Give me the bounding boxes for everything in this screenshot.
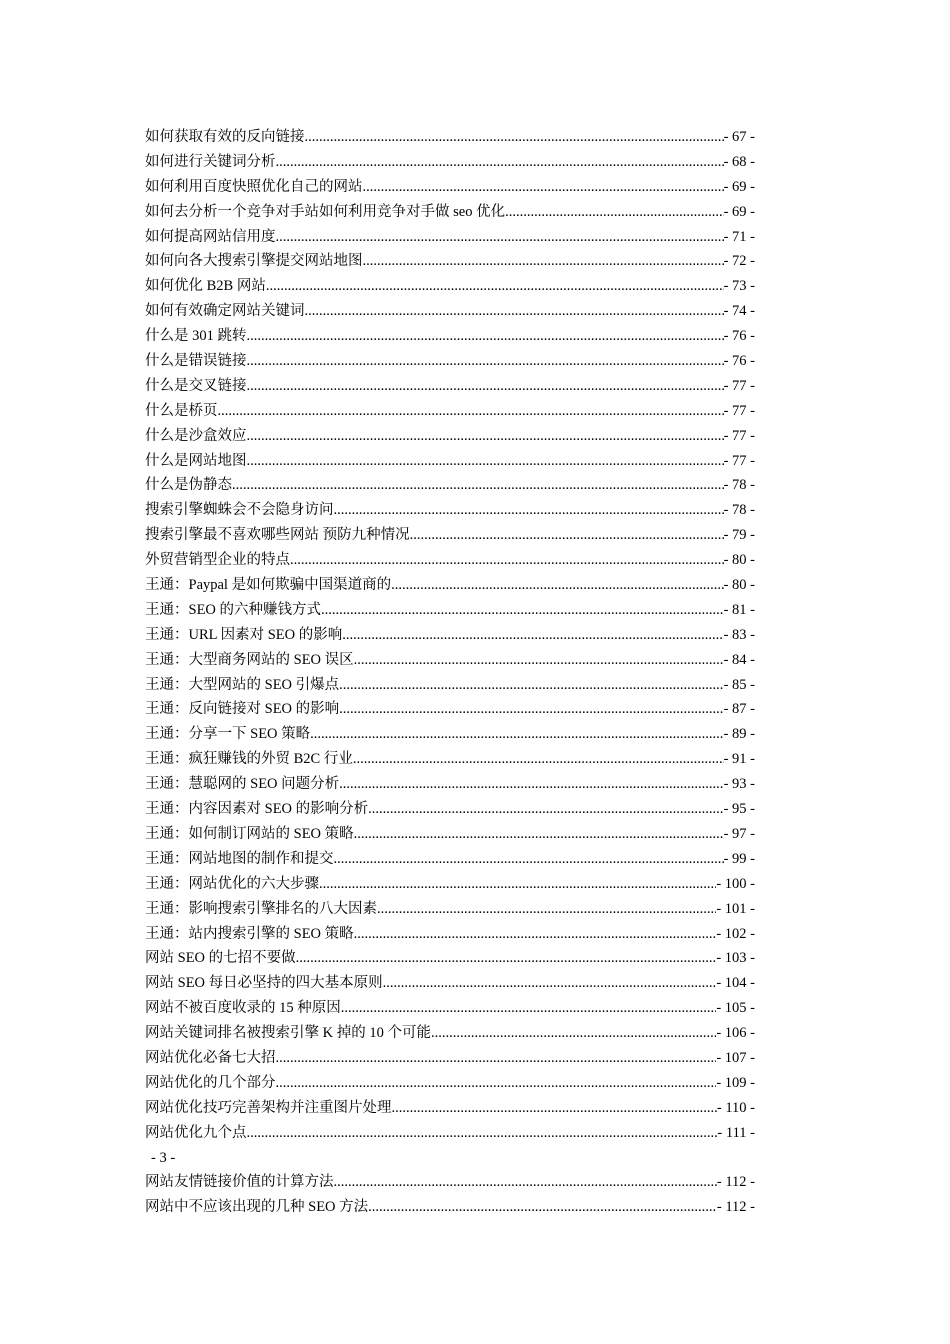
toc-entry-title: 如何提高网站信用度 [145, 228, 276, 245]
toc-entry[interactable] [145, 424, 755, 449]
toc-entry[interactable] [145, 1071, 755, 1096]
dot-leader [247, 324, 724, 349]
dot-leader [276, 225, 724, 250]
dot-leader [247, 349, 724, 374]
toc-entry-page: - 111 - [717, 1124, 755, 1141]
dot-leader [353, 747, 724, 772]
dot-leader [342, 623, 723, 648]
toc-entry-title: 什么是桥页 [145, 402, 218, 419]
toc-entry-page: - 72 - [723, 253, 755, 270]
dot-leader [354, 648, 724, 673]
toc-entry-title: 网站优化九个点 [145, 1124, 247, 1141]
toc-entry-title: 如何向各大搜索引擎提交网站地图 [145, 253, 363, 270]
toc-entry-page: - 89 - [723, 726, 755, 743]
toc-entry-title: 网站优化技巧完善架构并注重图片处理 [145, 1099, 392, 1116]
dot-leader [383, 971, 717, 996]
toc-entry-title: 什么是网站地图 [145, 452, 247, 469]
toc-entry-title: 网站优化必备七大招 [145, 1049, 276, 1066]
toc-entry-page: - 81 - [723, 601, 755, 618]
dot-leader [334, 847, 724, 872]
dot-leader [363, 175, 724, 200]
toc-entry-page: - 78 - [723, 502, 755, 519]
toc-entry-title: 王通：SEO 的六种赚钱方式 [145, 601, 322, 618]
toc-entry-page: - 104 - [716, 975, 755, 992]
table-of-contents [145, 125, 755, 1220]
dot-leader [305, 125, 724, 150]
toc-entry-page: - 77 - [723, 427, 755, 444]
page-number: - 3 - [151, 1149, 176, 1166]
toc-entry-page: - 84 - [723, 651, 755, 668]
toc-entry[interactable] [145, 996, 755, 1021]
toc-entry-page: - 87 - [723, 701, 755, 718]
dot-leader [339, 673, 723, 698]
toc-entry[interactable] [145, 897, 755, 922]
toc-entry[interactable] [145, 274, 755, 299]
dot-leader [391, 573, 723, 598]
toc-entry-title: 王通：大型网站的 SEO 引爆点 [145, 676, 340, 693]
toc-entry-title: 网站不被百度收录的 15 种原因 [145, 1000, 341, 1017]
toc-entry[interactable] [145, 399, 755, 424]
dot-leader [321, 598, 724, 623]
dot-leader [341, 996, 717, 1021]
dot-leader [247, 1121, 718, 1146]
toc-entry-page: - 100 - [716, 875, 755, 892]
toc-entry-title: 王通：URL 因素对 SEO 的影响 [145, 626, 343, 643]
toc-entry-page: - 69 - [723, 178, 755, 195]
toc-entry-page: - 67 - [723, 129, 755, 145]
toc-entry-page: - 107 - [716, 1049, 755, 1066]
toc-entry-page: - 80 - [723, 552, 755, 569]
toc-entry-page: - 95 - [723, 801, 755, 818]
dot-leader [247, 374, 724, 399]
toc-entry[interactable] [145, 175, 755, 200]
toc-entry[interactable] [145, 598, 755, 623]
toc-entry[interactable] [145, 1195, 755, 1220]
toc-entry-page: - 76 - [723, 353, 755, 370]
toc-entry[interactable] [145, 822, 755, 847]
toc-entry[interactable] [145, 374, 755, 399]
dot-leader [368, 1195, 717, 1220]
toc-entry-title: 王通：影响搜索引擎排名的八大因素 [145, 900, 377, 917]
toc-entry-page: - 77 - [723, 452, 755, 469]
toc-entry-title: 如何有效确定网站关键词 [145, 303, 305, 320]
toc-entry[interactable] [145, 150, 755, 175]
toc-entry-page: - 73 - [723, 278, 755, 295]
toc-entry-title: 王通：大型商务网站的 SEO 误区 [145, 651, 354, 668]
dot-leader [431, 1021, 716, 1046]
toc-entry[interactable] [145, 971, 755, 996]
toc-entry-title: 搜索引擎最不喜欢哪些网站 预防九种情况 [145, 527, 410, 544]
toc-entry-page: - 112 - [716, 1174, 755, 1191]
dot-leader [218, 399, 724, 424]
toc-entry-title: 王通：反向链接对 SEO 的影响 [145, 701, 340, 718]
dot-leader [392, 1096, 717, 1121]
toc-entry-page: - 105 - [716, 1000, 755, 1017]
toc-entry-title: 如何进行关键词分析 [145, 153, 276, 170]
toc-entry-title: 什么是沙盒效应 [145, 427, 247, 444]
toc-entry[interactable] [145, 299, 755, 324]
toc-entry[interactable] [145, 324, 755, 349]
toc-entry-title: 网站友情链接价值的计算方法 [145, 1174, 334, 1191]
dot-leader [247, 449, 724, 474]
toc-entry-title: 王通：Paypal 是如何欺骗中国渠道商的 [145, 577, 392, 594]
dot-leader [319, 872, 716, 897]
toc-entry-title: 如何优化 B2B 网站 [145, 278, 266, 295]
toc-entry-title: 王通：慧聪网的 SEO 问题分析 [145, 776, 340, 793]
toc-entry-page: - 103 - [716, 950, 755, 967]
toc-entry-page: - 99 - [723, 850, 755, 867]
toc-entry-title: 王通：分享一下 SEO 策略 [145, 726, 311, 743]
toc-entry[interactable] [145, 847, 755, 872]
dot-leader [232, 473, 724, 498]
toc-entry[interactable] [145, 697, 755, 722]
toc-entry[interactable] [145, 1021, 755, 1046]
toc-entry[interactable] [145, 1121, 755, 1146]
dot-leader [305, 299, 724, 324]
dot-leader [339, 772, 723, 797]
toc-entry-page: - 78 - [723, 477, 755, 494]
toc-entry-title: 网站 SEO 的七招不要做 [145, 950, 296, 967]
toc-entry[interactable] [145, 125, 755, 150]
dot-leader [276, 1071, 717, 1096]
dot-leader [310, 722, 723, 747]
dot-leader [339, 697, 723, 722]
dot-leader [368, 797, 723, 822]
toc-entry[interactable] [145, 797, 755, 822]
toc-entry-page: - 77 - [723, 377, 755, 394]
toc-entry-page: - 106 - [716, 1025, 755, 1042]
dot-leader [363, 249, 724, 274]
toc-entry[interactable] [145, 498, 755, 523]
toc-entry[interactable] [145, 349, 755, 374]
dot-leader [266, 274, 724, 299]
toc-entry-page: - 71 - [723, 228, 755, 245]
toc-entry-title: 网站 SEO 每日必坚持的四大基本原则 [145, 975, 383, 992]
toc-entry-page: - 112 - [716, 1199, 755, 1216]
toc-entry[interactable] [145, 249, 755, 274]
toc-entry-title: 如何利用百度快照优化自己的网站 [145, 178, 363, 195]
dot-leader [276, 150, 724, 175]
toc-entry-title: 王通：站内搜索引擎的 SEO 策略 [145, 925, 354, 942]
toc-entry-title: 王通：疯狂赚钱的外贸 B2C 行业 [145, 751, 353, 768]
toc-entry-page: - 85 - [723, 676, 755, 693]
toc-entry-title: 什么是 301 跳转 [145, 328, 247, 345]
toc-entry[interactable] [145, 946, 755, 971]
toc-entry[interactable] [145, 772, 755, 797]
toc-entry-title: 王通：网站优化的六大步骤 [145, 875, 319, 892]
toc-entry[interactable] [145, 1046, 755, 1071]
dot-leader [334, 1170, 717, 1195]
toc-entry-page: - 101 - [716, 900, 755, 917]
toc-entry[interactable] [145, 648, 755, 673]
dot-leader [296, 946, 717, 971]
toc-entry[interactable] [145, 225, 755, 250]
toc-entry-page: - 102 - [716, 925, 755, 942]
dot-leader [505, 200, 724, 225]
dot-leader [334, 498, 724, 523]
toc-entry-page: - 69 - [723, 203, 755, 220]
dot-leader [354, 822, 724, 847]
dot-leader [276, 1046, 717, 1071]
toc-entry-page: - 109 - [716, 1074, 755, 1091]
toc-section-after [145, 1170, 755, 1220]
toc-entry[interactable] [145, 573, 755, 598]
toc-entry-title: 王通：如何制订网站的 SEO 策略 [145, 825, 354, 842]
toc-entry-title: 什么是伪静态 [145, 477, 232, 494]
toc-entry-page: - 91 - [723, 751, 755, 768]
toc-section-before [145, 125, 755, 1146]
toc-entry-page: - 80 - [723, 577, 755, 594]
toc-entry[interactable] [145, 200, 755, 225]
toc-entry-page: - 76 - [723, 328, 755, 345]
toc-entry[interactable] [145, 623, 755, 648]
toc-entry-title: 网站关键词排名被搜索引擎 K 掉的 10 个可能 [145, 1025, 431, 1042]
dot-leader [247, 424, 724, 449]
dot-leader [410, 523, 724, 548]
toc-entry-title: 搜索引擎蜘蛛会不会隐身访问 [145, 502, 334, 519]
dot-leader [354, 922, 717, 947]
toc-entry[interactable] [145, 1096, 755, 1121]
toc-entry[interactable] [145, 473, 755, 498]
toc-entry-title: 什么是错误链接 [145, 353, 247, 370]
toc-entry-title: 什么是交叉链接 [145, 377, 247, 394]
toc-entry-title: 王通：网站地图的制作和提交 [145, 850, 334, 867]
toc-entry-page: - 79 - [723, 527, 755, 544]
toc-entry-page: - 97 - [723, 825, 755, 842]
toc-entry-page: - 83 - [723, 626, 755, 643]
toc-entry-page: - 110 - [716, 1099, 755, 1116]
dot-leader [377, 897, 716, 922]
toc-entry-page: - 68 - [723, 153, 755, 170]
toc-entry[interactable] [145, 922, 755, 947]
dot-leader [290, 548, 724, 573]
toc-entry[interactable] [145, 872, 755, 897]
toc-entry[interactable] [145, 523, 755, 548]
toc-entry[interactable] [145, 673, 755, 698]
toc-entry-title: 如何去分析一个竞争对手站如何利用竞争对手做 seo 优化 [145, 203, 506, 220]
toc-entry[interactable] [145, 1170, 755, 1195]
toc-entry[interactable] [145, 747, 755, 772]
toc-entry-title: 网站优化的几个部分 [145, 1074, 276, 1091]
toc-entry-page: - 77 - [723, 402, 755, 419]
toc-entry-page: - 93 - [723, 776, 755, 793]
toc-entry-title: 网站中不应该出现的几种 SEO 方法 [145, 1199, 369, 1216]
toc-entry[interactable] [145, 548, 755, 573]
toc-entry-title: 王通：内容因素对 SEO 的影响分析 [145, 801, 369, 818]
toc-entry-title: 如何获取有效的反向链接 [145, 129, 305, 145]
toc-entry-page: - 74 - [723, 303, 755, 320]
toc-entry[interactable] [145, 722, 755, 747]
toc-entry-title: 外贸营销型企业的特点 [145, 552, 290, 569]
toc-entry[interactable] [145, 449, 755, 474]
